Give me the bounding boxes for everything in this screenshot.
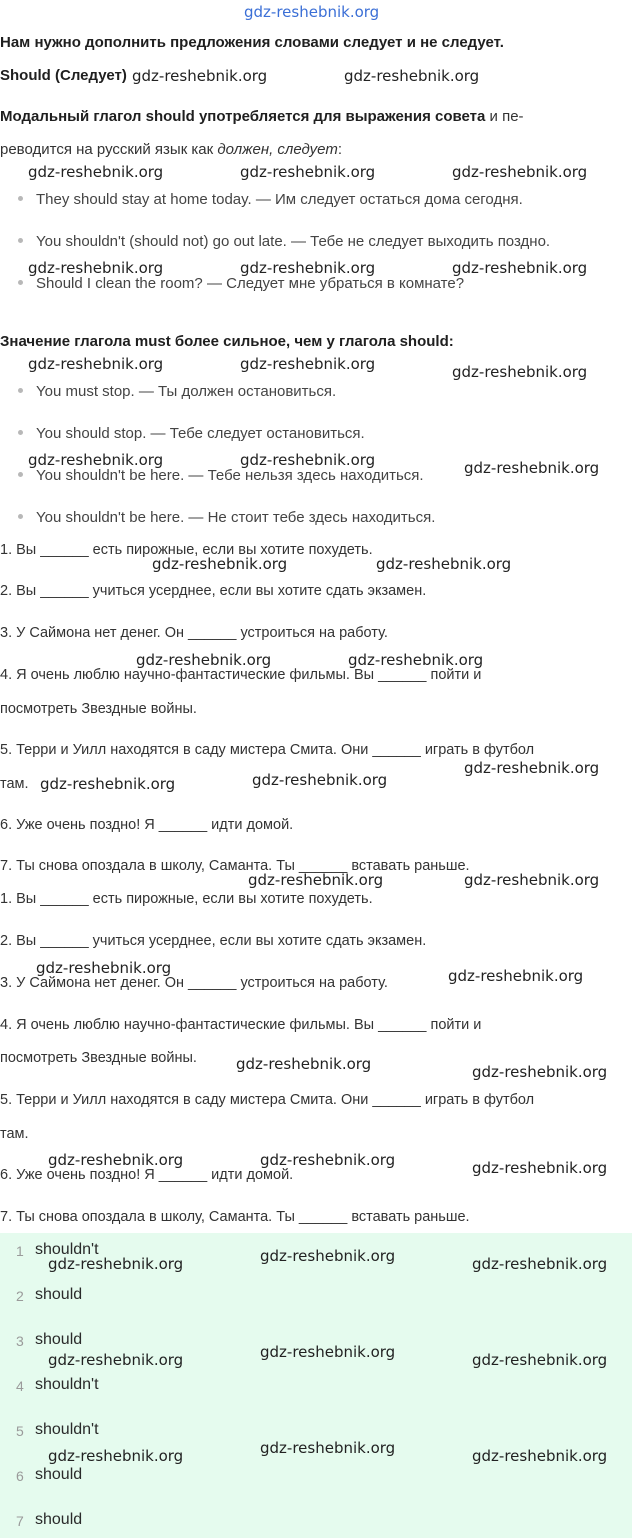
exercise-sentence-1: 1. Вы ______ есть пирожные, если вы хотите похудеть.	[0, 542, 373, 558]
watermark: gdz-reshebnik.org	[28, 355, 164, 373]
watermark: gdz-reshebnik.org	[240, 259, 376, 277]
watermark: gdz-reshebnik.org	[36, 959, 172, 977]
answer-word: should	[35, 1286, 83, 1303]
exercise-sentence-6: 6. Уже очень поздно! Я ______ идти домой.	[0, 817, 294, 833]
answer-word: shouldn't	[35, 1376, 99, 1393]
exercise-sentence-4-cont: посмотреть Звездные войны.	[0, 701, 197, 717]
task-statement: Нам нужно дополнить предложения словами следует и не следует.	[0, 34, 504, 51]
watermark: gdz-reshebnik.org	[348, 651, 484, 669]
example-text: Should I clean the room? — Следует мне убраться в комнате?	[36, 275, 465, 292]
watermark: gdz-reshebnik.org	[240, 355, 376, 373]
watermark: gdz-reshebnik.org	[28, 163, 164, 181]
exercise-sentence-3: 3. У Саймона нет денег. Он ______ устроиться на работу.	[0, 975, 388, 991]
answer-word: shouldn't	[35, 1241, 99, 1258]
exercise-sentence-5-cont: там.	[0, 1126, 29, 1142]
watermark: gdz-reshebnik.org	[472, 1351, 608, 1369]
watermark: gdz-reshebnik.org	[376, 555, 512, 573]
watermark: gdz-reshebnik.org	[452, 163, 588, 181]
exercise-sentence-4-cont: посмотреть Звездные войны.	[0, 1050, 197, 1066]
list-item	[18, 191, 523, 208]
watermark: gdz-reshebnik.org	[448, 967, 584, 985]
answer-number: 2	[16, 1288, 24, 1304]
answer-number: 7	[16, 1513, 24, 1529]
watermark: gdz-reshebnik.org	[28, 259, 164, 277]
bullet-icon	[18, 196, 23, 201]
example-text: You must stop. — Ты должен остановиться.	[36, 383, 337, 400]
list-item	[18, 425, 365, 442]
bullet-icon	[18, 472, 23, 477]
exercise-sentence-7: 7. Ты снова опоздала в школу, Саманта. Ты ______ вставать раньше.	[0, 1209, 470, 1225]
watermark: gdz-reshebnik.org	[48, 1151, 184, 1169]
answer-word: should	[35, 1511, 83, 1528]
watermark: gdz-reshebnik.org	[472, 1063, 608, 1081]
answer-number: 4	[16, 1378, 24, 1394]
watermark: gdz-reshebnik.org	[464, 459, 600, 477]
must-heading: Значение глагола must более сильное, чем у глагола should:	[0, 333, 454, 350]
watermark: gdz-reshebnik.org	[464, 871, 600, 889]
watermark: gdz-reshebnik.org	[452, 363, 588, 381]
bullet-icon	[18, 430, 23, 435]
watermark: gdz-reshebnik.org	[260, 1247, 396, 1265]
watermark-top: gdz-reshebnik.org	[244, 3, 380, 21]
exercise-sentence-5: 5. Терри и Уилл находятся в саду мистера Смита. Они ______ играть в футбол	[0, 1092, 535, 1108]
watermark: gdz-reshebnik.org	[452, 259, 588, 277]
exercise-sentence-6: 6. Уже очень поздно! Я ______ идти домой.	[0, 1167, 294, 1183]
example-text: You should stop. — Тебе следует остановиться.	[36, 425, 365, 442]
watermark: gdz-reshebnik.org	[236, 1055, 372, 1073]
modal-rule-line1	[0, 108, 524, 125]
list-item	[18, 233, 550, 250]
answer-number: 5	[16, 1423, 24, 1439]
watermark: gdz-reshebnik.org	[48, 1255, 184, 1273]
exercise-sentence-5: 5. Терри и Уилл находятся в саду мистера Смита. Они ______ играть в футбол	[0, 742, 535, 758]
exercise-sentence-4: 4. Я очень люблю научно-фантастические фильмы. Вы ______ пойти и	[0, 667, 482, 683]
watermark: gdz-reshebnik.org	[252, 771, 388, 789]
modal-rule-colon: :	[337, 141, 343, 158]
modal-rule-plain: реводится на русский язык как	[0, 141, 218, 158]
answer-word: shouldn't	[35, 1421, 99, 1438]
modal-rule-bold: Модальный глагол should употребляется для выражения совета	[0, 108, 486, 125]
exercise-sentence-7: 7. Ты снова опоздала в школу, Саманта. Ты ______ вставать раньше.	[0, 858, 470, 874]
watermark: gdz-reshebnik.org	[260, 1151, 396, 1169]
watermark: gdz-reshebnik.org	[136, 651, 272, 669]
watermark: gdz-reshebnik.org	[240, 451, 376, 469]
modal-rule-line2	[0, 141, 342, 158]
exercise-sentence-4: 4. Я очень люблю научно-фантастические фильмы. Вы ______ пойти и	[0, 1017, 482, 1033]
bullet-icon	[18, 388, 23, 393]
exercise-sentence-2: 2. Вы ______ учиться усерднее, если вы хотите сдать экзамен.	[0, 583, 427, 599]
answer-number: 3	[16, 1333, 24, 1349]
watermark: gdz-reshebnik.org	[464, 759, 600, 777]
answers-panel	[0, 1233, 632, 1538]
exercise-sentence-2: 2. Вы ______ учиться усерднее, если вы хотите сдать экзамен.	[0, 933, 427, 949]
watermark: gdz-reshebnik.org	[344, 67, 480, 85]
bullet-icon	[18, 280, 23, 285]
example-text: They should stay at home today. — Им следует остаться дома сегодня.	[36, 191, 523, 208]
watermark: gdz-reshebnik.org	[48, 1447, 184, 1465]
answer-word: should	[35, 1331, 83, 1348]
watermark: gdz-reshebnik.org	[472, 1159, 608, 1177]
watermark: gdz-reshebnik.org	[152, 555, 288, 573]
answer-number: 1	[16, 1243, 24, 1259]
modal-rule-rest: и пе-	[485, 108, 524, 125]
watermark: gdz-reshebnik.org	[132, 67, 268, 85]
watermark: gdz-reshebnik.org	[260, 1439, 396, 1457]
watermark: gdz-reshebnik.org	[240, 163, 376, 181]
watermark: gdz-reshebnik.org	[28, 451, 164, 469]
exercise-sentence-1: 1. Вы ______ есть пирожные, если вы хотите похудеть.	[0, 891, 373, 907]
list-item	[18, 509, 435, 526]
list-item	[18, 275, 464, 292]
exercise-sentence-5-cont: там.	[0, 776, 29, 792]
bullet-icon	[18, 514, 23, 519]
example-text: You shouldn't be here. — Не стоит тебе здесь находиться.	[36, 509, 436, 526]
answer-number: 6	[16, 1468, 24, 1484]
example-text: You shouldn't be here. — Тебе нельзя здесь находиться.	[36, 467, 424, 484]
watermark: gdz-reshebnik.org	[260, 1343, 396, 1361]
bullet-icon	[18, 238, 23, 243]
watermark: gdz-reshebnik.org	[472, 1255, 608, 1273]
list-item	[18, 383, 336, 400]
modal-rule-italic: должен, следует	[217, 141, 338, 158]
watermark: gdz-reshebnik.org	[40, 775, 176, 793]
watermark: gdz-reshebnik.org	[248, 871, 384, 889]
list-item	[18, 467, 424, 484]
watermark: gdz-reshebnik.org	[472, 1447, 608, 1465]
should-heading: Should (Следует)	[0, 67, 127, 84]
answer-word: should	[35, 1466, 83, 1483]
exercise-sentence-3: 3. У Саймона нет денег. Он ______ устроиться на работу.	[0, 625, 388, 641]
watermark: gdz-reshebnik.org	[48, 1351, 184, 1369]
example-text: You shouldn't (should not) go out late. — Тебе не следует выходить поздно.	[36, 233, 551, 250]
